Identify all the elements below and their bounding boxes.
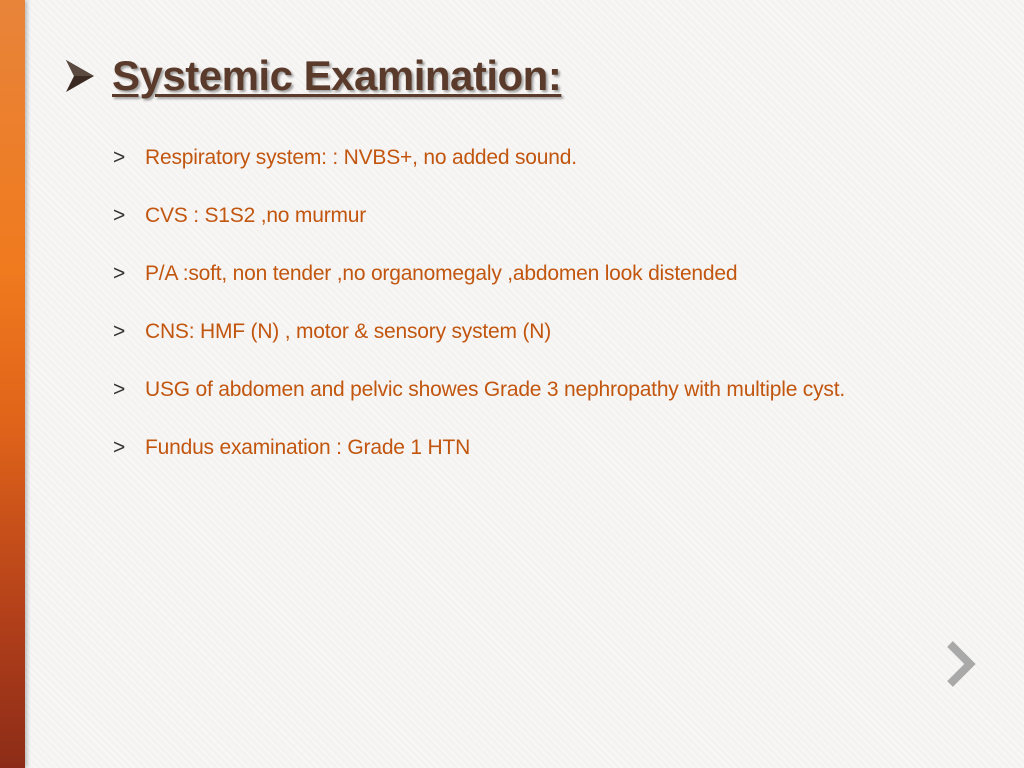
bullet-item (113, 140, 913, 181)
bullet-marker: > (113, 262, 126, 285)
bullet-text: Fundus examination : Grade 1 HTN (145, 436, 471, 459)
arrowhead-bullet-icon (62, 54, 98, 98)
bullet-text: Respiratory system: : NVBS+, no added sound. (145, 146, 577, 169)
bullet-item (113, 430, 913, 471)
bullet-text: CNS: HMF (N) , motor & sensory system (N) (145, 320, 551, 343)
bullet-item (113, 314, 913, 355)
side-accent-bar (0, 0, 25, 768)
slide-title-row (62, 52, 561, 100)
bullet-marker: > (113, 204, 126, 227)
bullet-marker: > (113, 146, 126, 169)
bullet-item (113, 256, 913, 297)
bullet-marker: > (113, 436, 126, 459)
slide-title: Systemic Examination: (112, 52, 562, 99)
bullet-marker: > (113, 378, 126, 401)
bullet-text: P/A :soft, non tender ,no organomegaly ,abdomen look distended (145, 262, 738, 285)
bullet-text: CVS : S1S2 ,no murmur (145, 204, 367, 227)
chevron-right-icon[interactable] (940, 638, 980, 690)
bullet-item (113, 372, 913, 413)
bullet-list (113, 140, 913, 488)
bullet-marker: > (113, 320, 126, 343)
bullet-item (113, 198, 913, 239)
bullet-text: USG of abdomen and pelvic showes Grade 3 nephropathy with multiple cyst. (145, 378, 845, 401)
